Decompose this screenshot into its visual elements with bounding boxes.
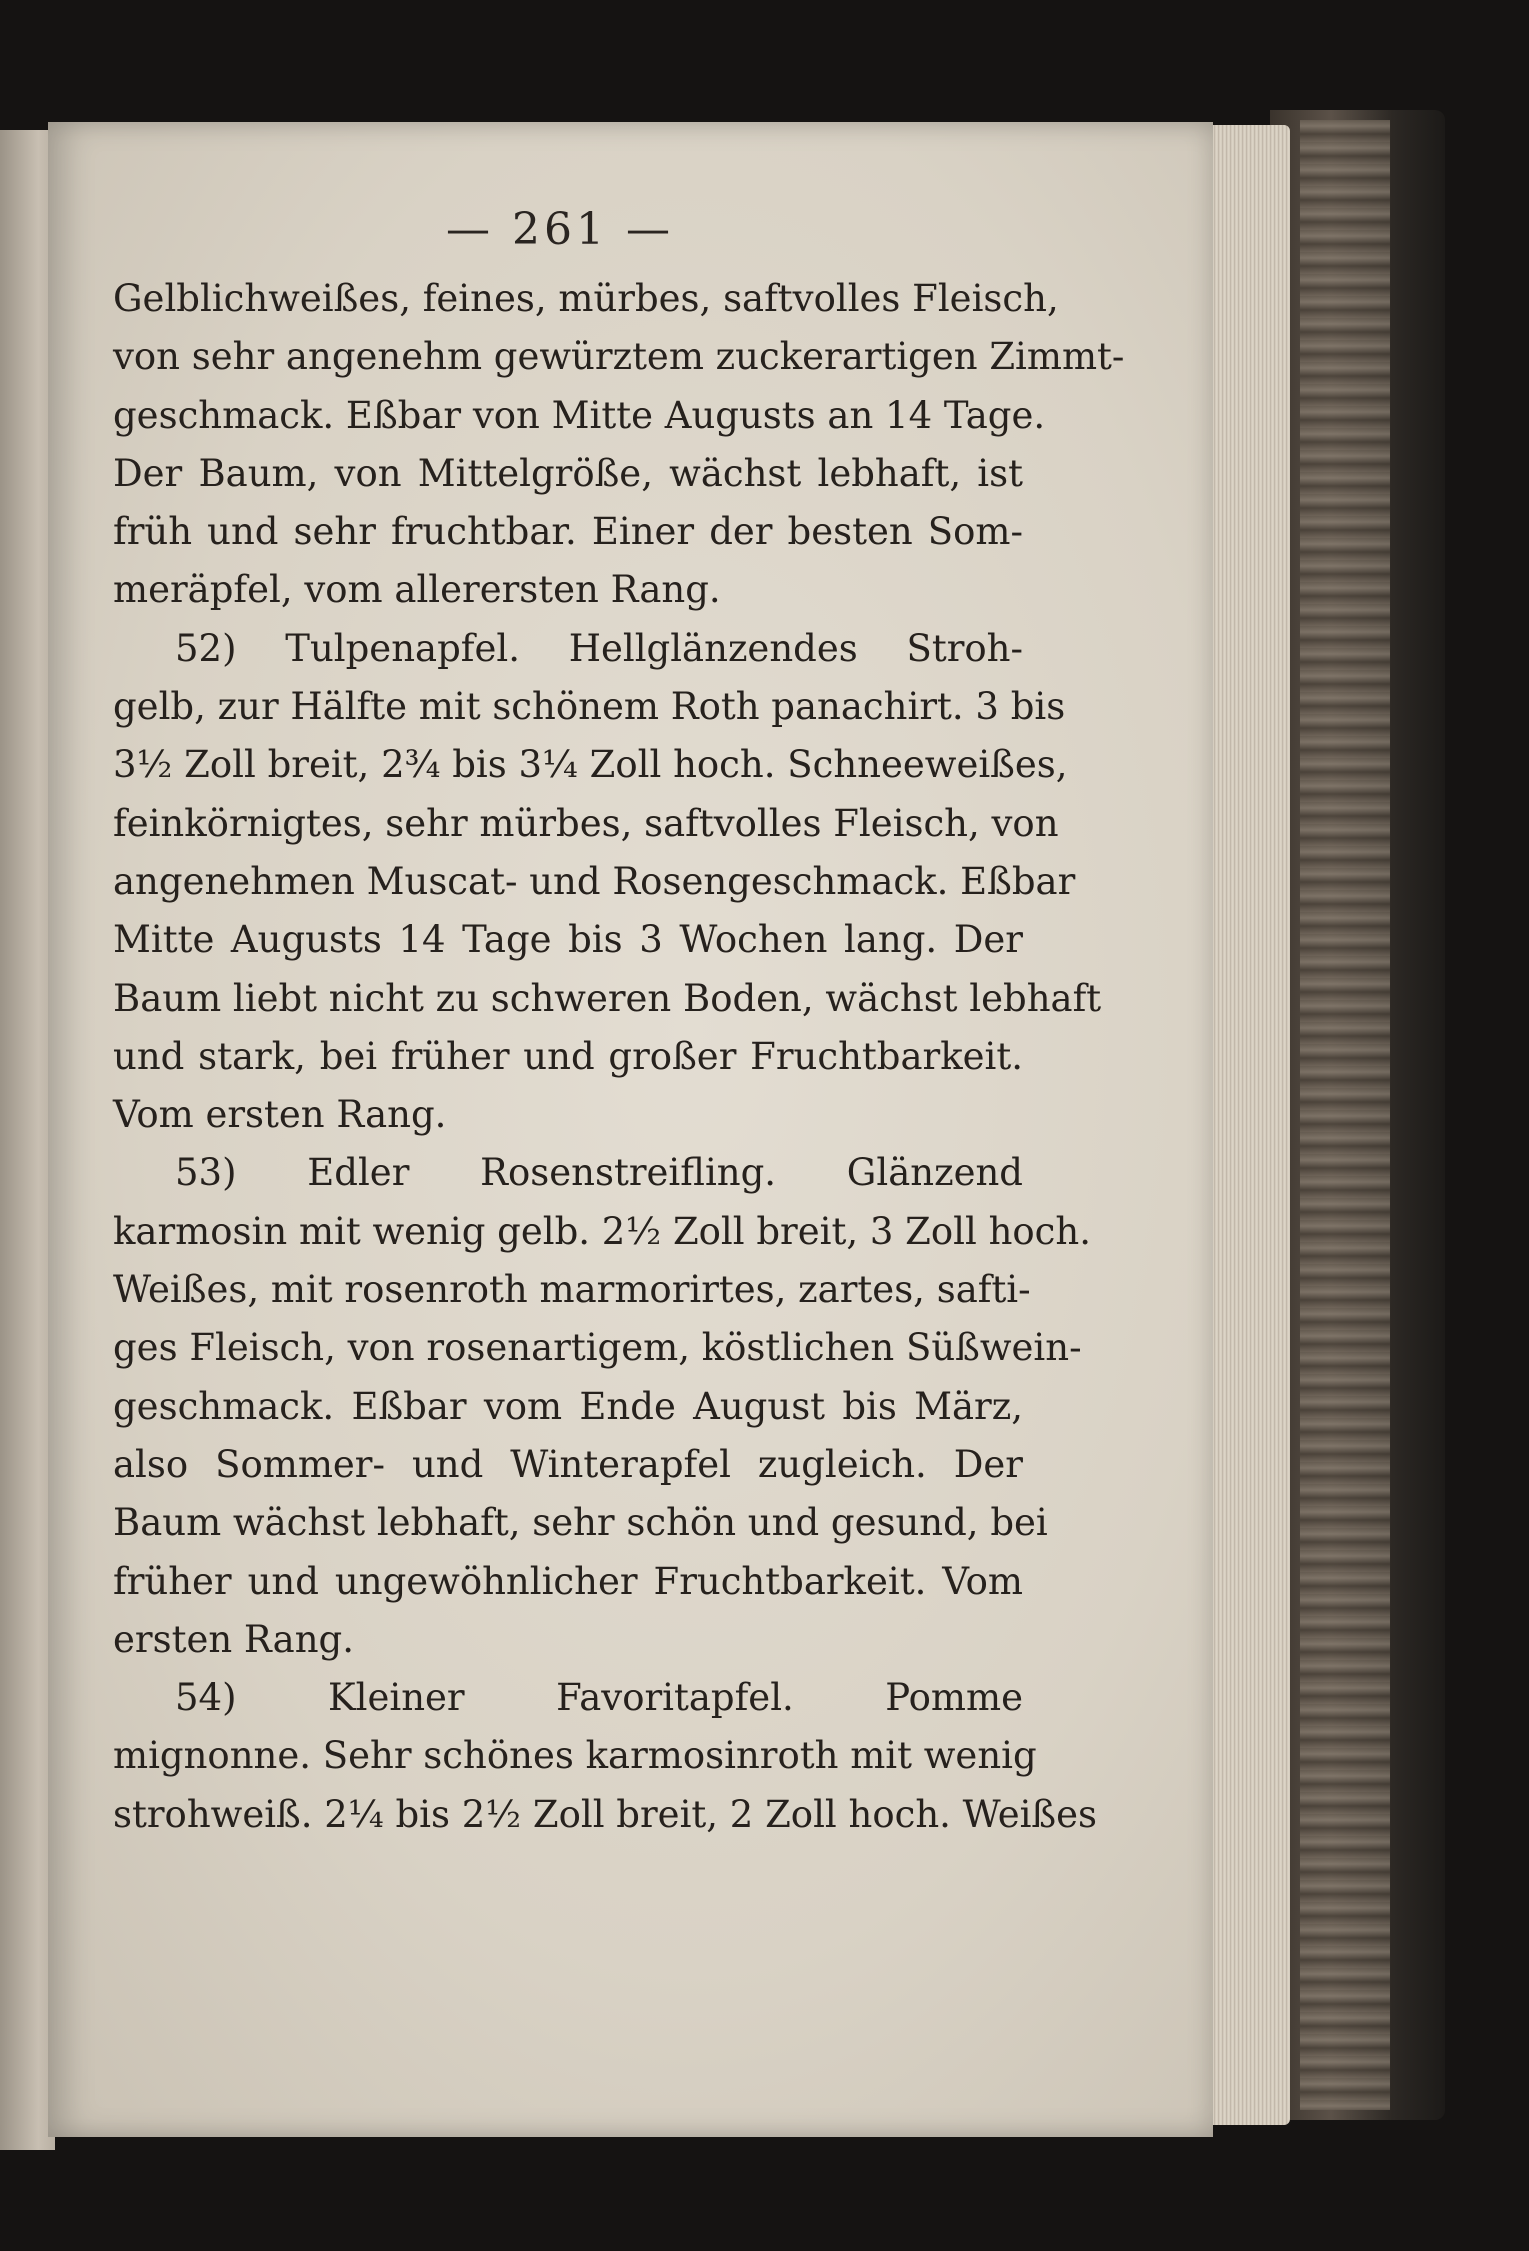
- text-line: ges Fleisch, von rosenartigem, köstlichen Süßwein-: [113, 1326, 1082, 1370]
- text-line-entry-54: 54) Kleiner Favoritapfel. Pomme: [175, 1676, 1023, 1720]
- book-cover-marbled-edge: [1300, 120, 1390, 2110]
- text-line: also Sommer- und Winterapfel zugleich. Der: [113, 1442, 1023, 1486]
- text-line: strohweiß. 2¼ bis 2½ Zoll breit, 2 Zoll hoch. Weißes: [113, 1792, 1098, 1836]
- text-line: und stark, bei früher und großer Fruchtbarkeit.: [113, 1034, 1023, 1078]
- text-line: angenehmen Muscat- und Rosengeschmack. Eßbar: [113, 859, 1076, 903]
- page-body-text: [113, 270, 1125, 1844]
- text-line: 3½ Zoll breit, 2¾ bis 3¼ Zoll hoch. Schneeweißes,: [113, 743, 1068, 787]
- text-line: früh und sehr fruchtbar. Einer der besten Som-: [113, 510, 1023, 554]
- text-line: Mitte Augusts 14 Tage bis 3 Wochen lang. Der: [113, 918, 1023, 962]
- text-line: Weißes, mit rosenroth marmorirtes, zartes, safti-: [113, 1268, 1031, 1312]
- text-line: Baum liebt nicht zu schweren Boden, wächst lebhaft: [113, 976, 1102, 1020]
- page-number-header: — 261 —: [446, 204, 674, 255]
- text-line-entry-52: 52) Tulpenapfel. Hellglänzendes Stroh-: [175, 626, 1023, 670]
- text-line-entry-53: 53) Edler Rosenstreifling. Glänzend: [175, 1151, 1023, 1195]
- text-line: Baum wächst lebhaft, sehr schön und gesund, bei: [113, 1501, 1048, 1545]
- text-line: geschmack. Eßbar von Mitte Augusts an 14 Tage.: [113, 393, 1046, 437]
- text-line: karmosin mit wenig gelb. 2½ Zoll breit, 3 Zoll hoch.: [113, 1209, 1091, 1253]
- text-line: ersten Rang.: [113, 1617, 354, 1661]
- text-line: von sehr angenehm gewürztem zuckerartigen Zimmt-: [113, 335, 1125, 379]
- text-line: früher und ungewöhnlicher Fruchtbarkeit. Vom: [113, 1559, 1023, 1603]
- text-line: feinkörnigtes, sehr mürbes, saftvolles Fleisch, von: [113, 801, 1059, 845]
- text-line: mignonne. Sehr schönes karmosinroth mit wenig: [113, 1734, 1037, 1778]
- text-line: gelb, zur Hälfte mit schönem Roth panachirt. 3 bis: [113, 685, 1066, 729]
- previous-page-edge: [0, 130, 55, 2150]
- text-line: Gelblichweißes, feines, mürbes, saftvolles Fleisch,: [113, 277, 1059, 320]
- text-line: Der Baum, von Mittelgröße, wächst lebhaft, ist: [113, 451, 1023, 495]
- text-line: meräpfel, vom allerersten Rang.: [113, 568, 721, 612]
- text-line: Vom ersten Rang.: [113, 1093, 447, 1137]
- text-line: geschmack. Eßbar vom Ende August bis März,: [113, 1384, 1023, 1428]
